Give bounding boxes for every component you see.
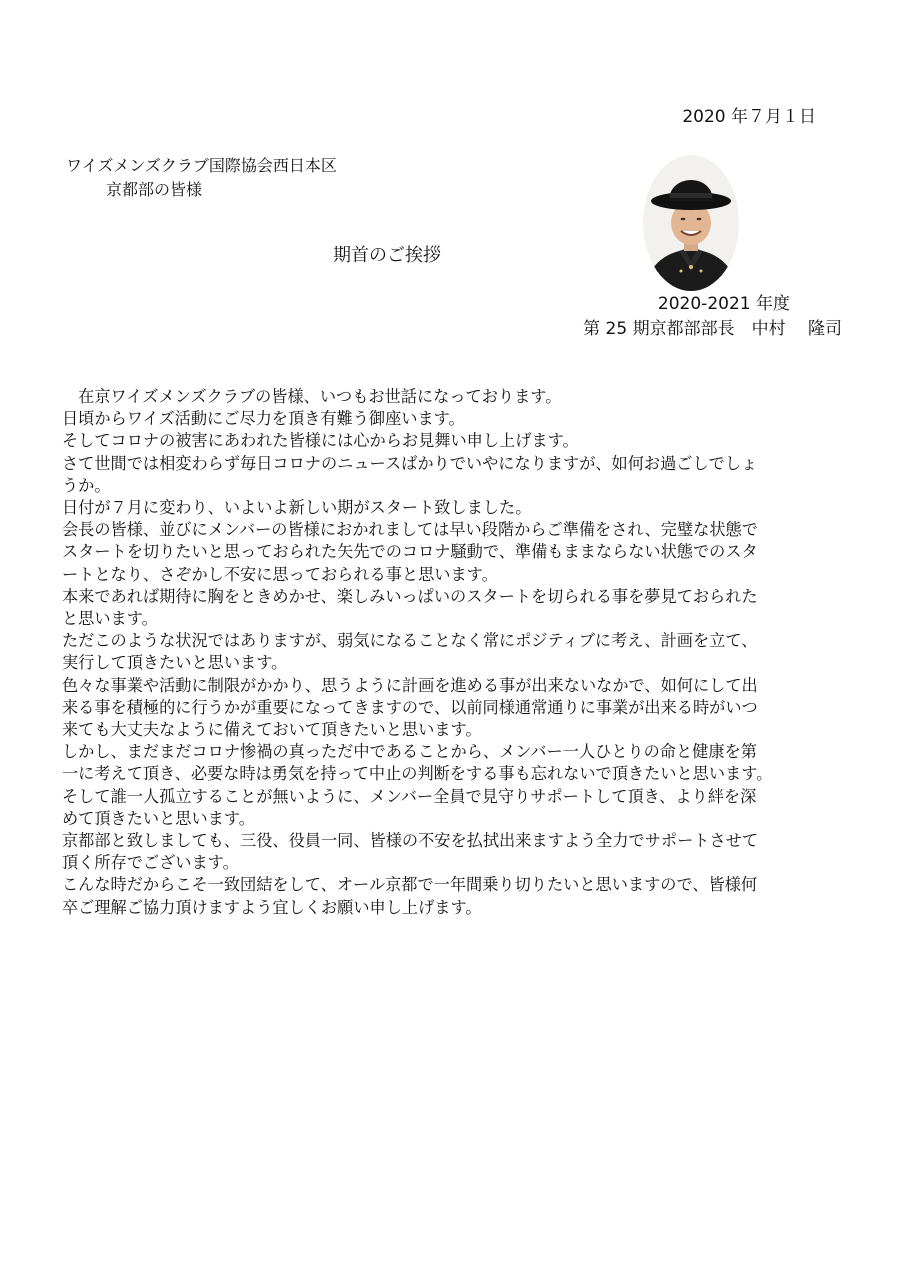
signatory: 第 25 期京都部部長 中村 隆司 <box>583 319 842 339</box>
body-line: ートとなり、さぞかし不安に思っておられる事と思います。 <box>62 564 498 584</box>
recipient-organization: ワイズメンズクラブ国際協会西日本区 <box>66 156 337 175</box>
letter-date: 2020 年７月１日 <box>682 107 816 127</box>
body-line: ただこのような状況ではありますが、弱気になることなく常にポジティブに考え、計画を立て、 <box>62 631 758 651</box>
body-line: 色々な事業や活動に制限がかかり、思うように計画を進める事が出来ないなかで、如何にして出 <box>62 675 758 695</box>
body-line: 在京ワイズメンズクラブの皆様、いつもお世話になっております。 <box>62 387 562 406</box>
letter-title: 期首のご挨拶 <box>333 245 441 266</box>
body-line: 本来であれば期待に胸をときめかせ、楽しみいっぱいのスタートを切られる事を夢見ておられた <box>62 586 758 606</box>
body-line: こんな時だからこそ一致団結をして、オール京都で一年間乗り切りたいと思いますので、皆様何 <box>62 875 758 895</box>
body-line: そして誰一人孤立することが無いように、メンバー全員で見守りサポートして頂き、より絆を深 <box>62 786 757 806</box>
body-line: 頂く所存でございます。 <box>62 853 239 873</box>
recipient-department: 京都部の皆様 <box>106 180 203 199</box>
body-line: 実行して頂きたいと思います。 <box>62 653 288 673</box>
body-line: 卒ご理解ご協力頂けますよう宜しくお願い申し上げます。 <box>62 897 482 917</box>
body-line: そしてコロナの被害にあわれた皆様には心からお見舞い申し上げます。 <box>62 431 579 451</box>
author-portrait <box>641 153 741 293</box>
body-line: めて頂きたいと思います。 <box>62 808 255 828</box>
body-line: 京都部と致しましても、三役、役員一同、皆様の不安を払拭出来ますよう全力でサポートさせて <box>62 831 759 851</box>
body-line: と思います。 <box>62 609 158 629</box>
body-line: 一に考えて頂き、必要な時は勇気を持って中止の判断をする事も忘れないで頂きたいと思います。 <box>62 764 773 784</box>
fiscal-term: 2020-2021 年度 <box>657 294 790 314</box>
body-line: 来ても大丈夫なように備えておいて頂きたいと思います。 <box>62 720 482 740</box>
body-line: 日頃からワイズ活動にご尽力を頂き有難う御座います。 <box>62 409 465 429</box>
letter-body <box>62 386 852 919</box>
body-line: 会長の皆様、並びにメンバーの皆様におかれましては早い段階からご準備をされ、完璧な状態で <box>62 520 758 540</box>
body-line: うか。 <box>62 475 111 495</box>
body-line: しかし、まだまだコロナ惨禍の真っただ中であることから、メンバー一人ひとりの命と健康を第 <box>62 742 757 762</box>
body-line: さて世間では相変わらず毎日コロナのニュースばかりでいやになりますが、如何お過ごしでしょ <box>62 453 758 473</box>
body-line: スタートを切りたいと思っておられた矢先でのコロナ騒動で、準備もままならない状態でのスタ <box>62 542 758 562</box>
body-line: 来る事を積極的に行うかが重要になってきますので、以前同様通常通りに事業が出来る時がいつ <box>62 697 758 717</box>
body-line: 日付が７月に変わり、いよいよ新しい期がスタート致しました。 <box>62 498 532 518</box>
